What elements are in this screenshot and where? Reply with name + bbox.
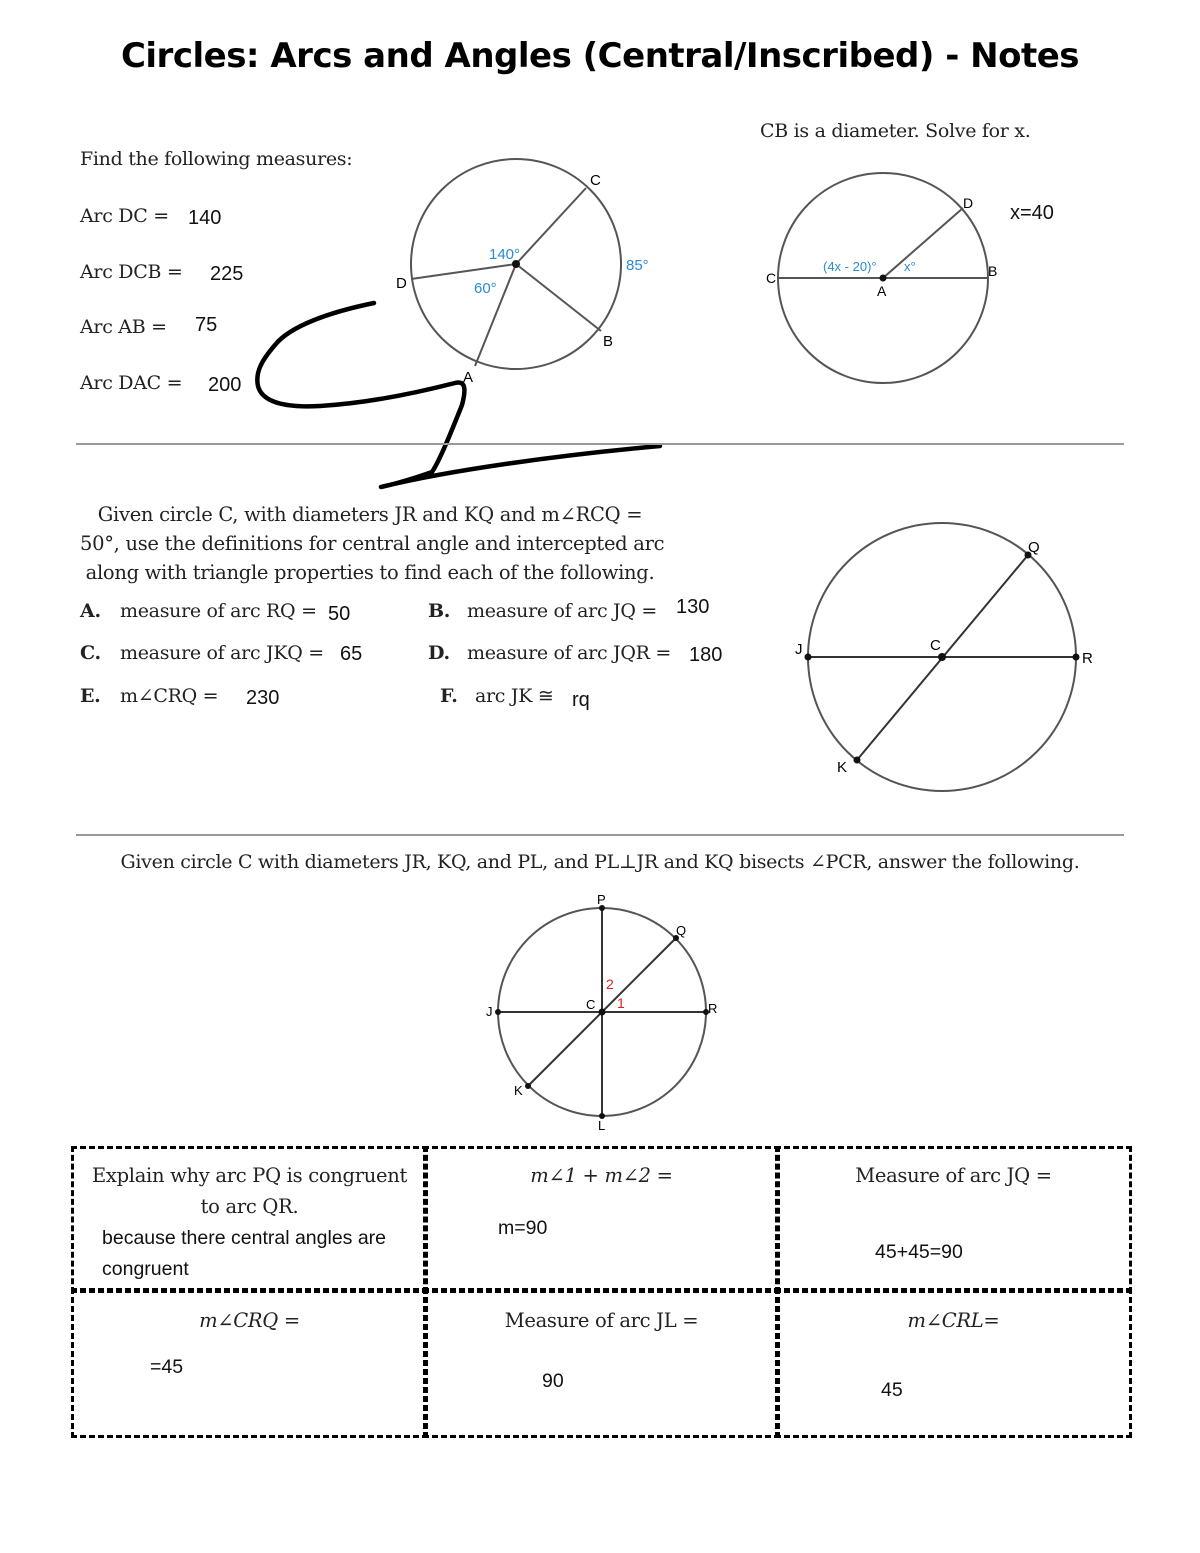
point-k <box>854 757 861 764</box>
item-a-label: measure of arc RQ = <box>120 600 317 622</box>
item-c-answer: 65 <box>340 643 363 665</box>
cell-1-question-line-1: Explain why arc PQ is congruent <box>91 1164 408 1187</box>
arc-ab-answer: 75 <box>195 314 218 336</box>
cell-1-answer-line-1: because there central angles are <box>102 1227 387 1249</box>
point-b-label-2: B <box>988 263 998 279</box>
point-a-label: A <box>463 369 474 386</box>
arc-ab-label: Arc AB = <box>80 316 167 338</box>
cell-2-question: m∠1 + m∠2 = <box>530 1164 673 1187</box>
section2-paragraph <box>80 500 665 587</box>
divider-2 <box>76 834 1124 836</box>
circle-diagram-4 <box>480 890 730 1135</box>
cell-1-question-line-2: to arc QR. <box>200 1195 299 1218</box>
item-d-answer: 180 <box>689 644 723 666</box>
item-e-answer: 230 <box>246 687 280 709</box>
item-c-letter: C. <box>80 642 101 664</box>
cell-5-answer: 90 <box>542 1370 564 1392</box>
point-c-label: C <box>590 172 601 189</box>
center-c <box>938 653 946 661</box>
section1-prompt: Find the following measures: <box>80 148 353 170</box>
section2-paragraph-line-2: 50°, use the definitions for central angle and intercepted arc <box>80 532 665 555</box>
item-b-answer: 130 <box>676 596 710 618</box>
grid-cell-6 <box>775 1288 1132 1438</box>
circle-diagram-3 <box>790 515 1110 805</box>
item-a-answer: 50 <box>328 603 351 625</box>
arc-dcb-answer: 225 <box>210 263 244 285</box>
point-c-label-4: C <box>586 997 596 1012</box>
cell-4-answer: =45 <box>150 1356 184 1378</box>
angle-85-label: 85° <box>626 257 649 274</box>
section3-prompt: Given circle C with diameters JR, KQ, and PL, and PL⊥JR and KQ bisects ∠PCR, answer the following. <box>120 851 1080 873</box>
point-c-label-2: C <box>766 270 777 286</box>
point-p-label: P <box>597 892 606 907</box>
angle-x-label: x° <box>904 259 916 274</box>
item-b-letter: B. <box>428 600 451 622</box>
cell-1-answer <box>102 1223 386 1285</box>
grid-cell-2 <box>423 1146 780 1293</box>
point-l-label: L <box>598 1118 606 1133</box>
page-title: Circles: Arcs and Angles (Central/Inscribed) - Notes <box>120 36 1080 76</box>
angle-1-label: 1 <box>617 995 625 1011</box>
point-d-label: D <box>396 275 407 292</box>
item-f-answer: rq <box>572 689 590 711</box>
item-e-label: m∠CRQ = <box>120 685 219 707</box>
center-c-4 <box>599 1009 606 1016</box>
grid-cell-5 <box>423 1288 780 1438</box>
cell-3-answer: 45+45=90 <box>875 1241 963 1263</box>
grid-cell-1 <box>71 1146 428 1293</box>
cell-6-answer: 45 <box>881 1379 903 1401</box>
item-a-letter: A. <box>80 600 101 622</box>
item-f-letter: F. <box>440 685 458 707</box>
angle-2-label: 2 <box>606 976 614 992</box>
section1b-answer: x=40 <box>1010 202 1054 224</box>
item-d-letter: D. <box>428 642 450 664</box>
cell-2-answer: m=90 <box>498 1217 548 1239</box>
arc-dac-label: Arc DAC = <box>80 372 183 394</box>
arc-dc-label: Arc DC = <box>80 205 169 227</box>
cell-1-question <box>74 1160 425 1222</box>
cell-4-question: m∠CRQ = <box>199 1309 300 1332</box>
point-b-label: B <box>603 333 614 350</box>
cell-3-question: Measure of arc JQ = <box>855 1164 1052 1187</box>
point-k-label-4: K <box>514 1083 523 1098</box>
point-j-label: J <box>795 641 803 658</box>
point-q-label-4: Q <box>676 923 687 938</box>
cell-1-answer-line-2: congruent <box>102 1258 189 1280</box>
point-d-label-2: D <box>963 195 974 211</box>
point-k-label: K <box>837 759 848 776</box>
section1b-prompt: CB is a diameter. Solve for x. <box>760 120 1031 142</box>
pen-scribble <box>0 0 1200 500</box>
divider-1 <box>76 443 1124 445</box>
point-j-label-4: J <box>486 1004 493 1019</box>
point-j <box>805 654 812 661</box>
point-r <box>1073 654 1080 661</box>
arc-dac-answer: 200 <box>208 374 242 396</box>
angle-60-label: 60° <box>474 280 497 297</box>
item-e-letter: E. <box>80 685 101 707</box>
item-c-label: measure of arc JKQ = <box>120 642 324 664</box>
angle-4x-label: (4x - 20)° <box>823 259 877 274</box>
section2-paragraph-line-3: along with triangle properties to find each of the following. <box>85 561 655 584</box>
arc-dcb-label: Arc DCB = <box>80 261 183 283</box>
point-r-label-4: R <box>708 1001 718 1016</box>
point-j-4 <box>495 1009 501 1015</box>
point-a-label-2: A <box>877 283 887 299</box>
angle-140-label: 140° <box>489 246 521 263</box>
item-f-label: arc JK ≅ <box>475 685 554 707</box>
grid-cell-4 <box>71 1288 428 1438</box>
item-d-label: measure of arc JQR = <box>467 642 672 664</box>
point-q-label: Q <box>1028 539 1040 556</box>
item-b-label: measure of arc JQ = <box>467 600 657 622</box>
point-r-label: R <box>1082 650 1093 667</box>
grid-cell-3 <box>775 1146 1132 1293</box>
point-c-label-3: C <box>930 637 941 654</box>
scribble-stroke <box>257 303 660 487</box>
cell-6-question: m∠CRL= <box>907 1309 1000 1332</box>
answer-grid <box>71 1146 1132 1438</box>
cell-5-question: Measure of arc JL = <box>504 1309 699 1332</box>
point-k-4 <box>525 1083 531 1089</box>
arc-dc-answer: 140 <box>188 207 222 229</box>
section2-paragraph-line-1: Given circle C, with diameters JR and KQ and m∠RCQ = <box>97 503 643 526</box>
